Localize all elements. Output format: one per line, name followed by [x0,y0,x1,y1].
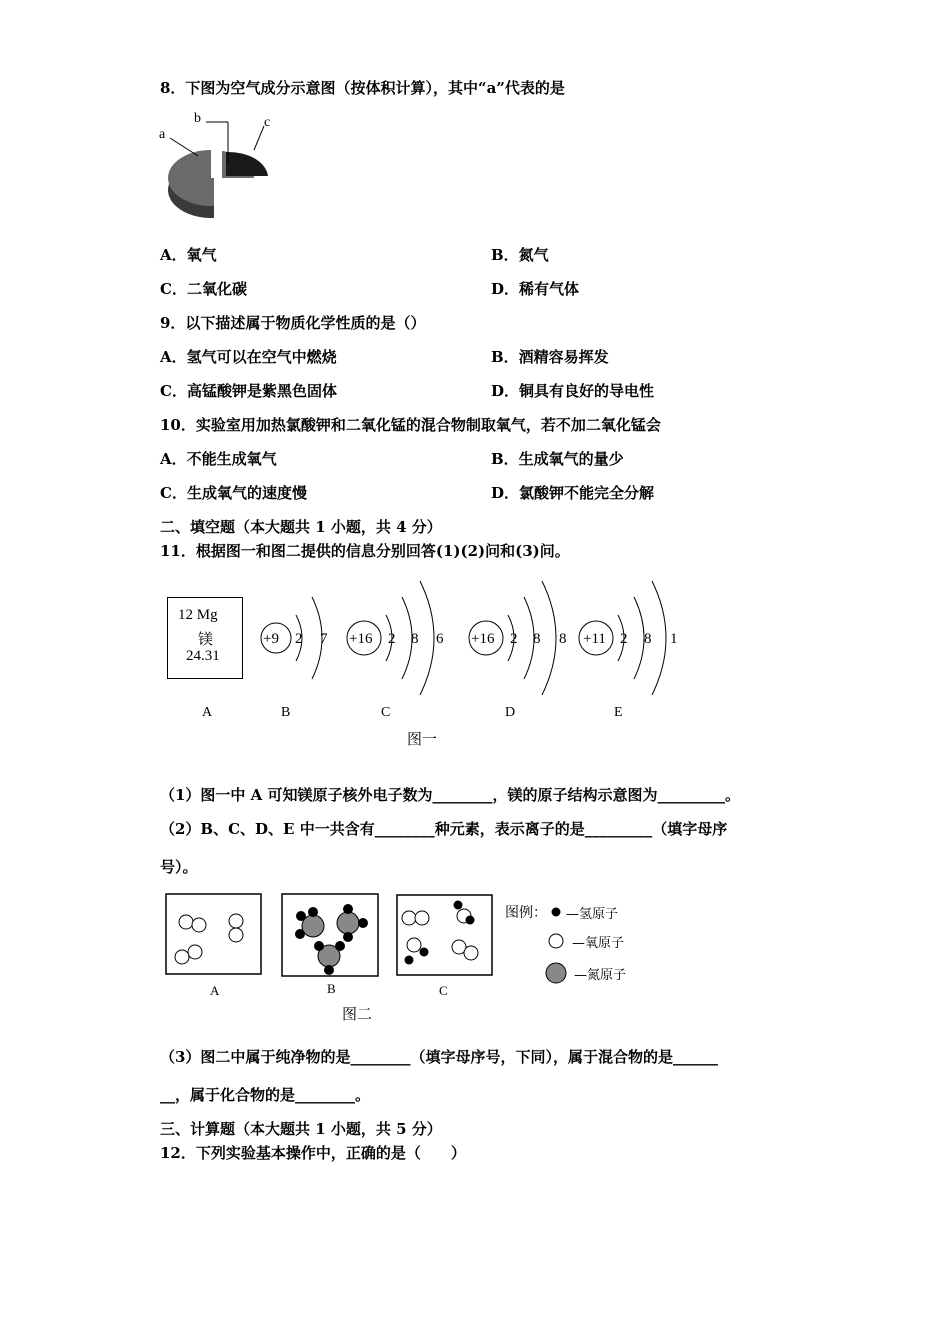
q9-stem: 9．以下描述属于物质化学性质的是（） [160,314,426,332]
atom-c-nucleus-charge: +16 [349,631,373,647]
legend-nitrogen: —氮原子 [574,968,627,983]
atom-d-shell-2: 8 [533,631,541,647]
q11-part2-line2: 号）。 [160,858,198,876]
legend-oxygen: —氧原子 [572,936,625,951]
atom-d-shell-1: 2 [510,631,518,647]
fig1-label-d: D [505,705,516,720]
fig2-caption: 图二 [342,1005,373,1023]
fig1-label-e: E [614,705,623,720]
atom-e-shell-2: 8 [644,631,652,647]
legend-nitrogen-symbol [546,963,566,983]
atom-b-shell-1: 2 [295,631,303,647]
molecule-diagrams [162,890,502,982]
q9-option-d: D．铜具有良好的导电性 [491,382,655,400]
mg-number-symbol: 12 Mg [178,607,218,623]
air-composition-pie-chart [158,108,278,226]
legend-hydrogen-symbol [552,908,561,917]
q10-option-b: B．生成氧气的量少 [491,450,624,468]
atom-c-shell-2: 8 [411,631,419,647]
q10-stem: 10．实验室用加热氯酸钾和二氧化锰的混合物制取氧气，若不加二氧化锰会 [160,416,661,434]
fig1-label-c: C [381,705,391,720]
fig1-label-b: B [281,705,291,720]
atomic-structure-diagrams [250,575,690,700]
atom-c-shell-3: 6 [436,631,444,647]
q11-part3-line1: （3）图二中属于纯净物的是________（填字母序号，下同），属于混合物的是______ [160,1048,718,1066]
pie-slice-c [226,152,268,176]
atom-e-shell-1: 2 [620,631,628,647]
q11-stem: 11．根据图一和图二提供的信息分别回答(1)(2)问和(3)问。 [160,542,570,560]
q9-option-a: A．氢气可以在空气中燃烧 [160,348,337,366]
atom-d-shell-3: 8 [559,631,567,647]
q8-option-d: D．稀有气体 [491,280,580,298]
mg-name: 镁 [198,630,214,648]
mg-mass: 24.31 [186,648,220,664]
q12-stem: 12．下列实验基本操作中，正确的是（ ） [160,1144,466,1162]
atom-e-shell-3: 1 [670,631,678,647]
pie-label-c: c [264,115,271,130]
atom-c-shell-1: 2 [388,631,396,647]
q11-part3-line2: __，属于化合物的是________。 [160,1086,371,1104]
atom-e-nucleus-charge: +11 [583,631,606,647]
q8-stem: 8．下图为空气成分示意图（按体积计算），其中“a”代表的是 [160,79,565,97]
fig2-label-c: C [439,983,448,998]
q8-option-c: C．二氧化碳 [160,280,247,298]
q9-option-c: C．高锰酸钾是紫黑色固体 [160,382,337,400]
q9-option-b: B．酒精容易挥发 [491,348,609,366]
atom-b-nucleus-charge: +9 [263,631,279,647]
atom-b-shell-2: 7 [320,631,328,647]
q10-option-c: C．生成氧气的速度慢 [160,484,307,502]
q10-option-d: D．氯酸钾不能完全分解 [491,484,655,502]
q11-part2-line1: （2）B、C、D、E 中一共含有________种元素，表示离子的是_________（填字母序 [160,820,728,838]
atom-d-nucleus-charge: +16 [471,631,495,647]
section-2-heading: 二、填空题（本大题共 1 小题，共 4 分） [160,518,442,536]
q8-option-a: A．氧气 [160,246,217,264]
legend-title: 图例： [505,905,547,921]
q11-part1: （1）图一中 A 可知镁原子核外电子数为________，镁的原子结构示意图为_________。 [160,786,741,804]
q8-option-b: B．氮气 [491,246,549,264]
pie-label-b: b [194,111,201,126]
legend-oxygen-symbol [549,934,563,948]
fig1-label-a: A [202,705,213,720]
pie-label-a: a [159,127,166,142]
legend-hydrogen: —氢原子 [566,907,619,922]
q10-option-a: A．不能生成氧气 [160,450,277,468]
section-3-heading: 三、计算题（本大题共 1 小题，共 5 分） [160,1120,442,1138]
fig2-label-a: A [210,983,220,998]
fig1-caption: 图一 [407,730,438,748]
fig2-label-b: B [327,981,336,996]
